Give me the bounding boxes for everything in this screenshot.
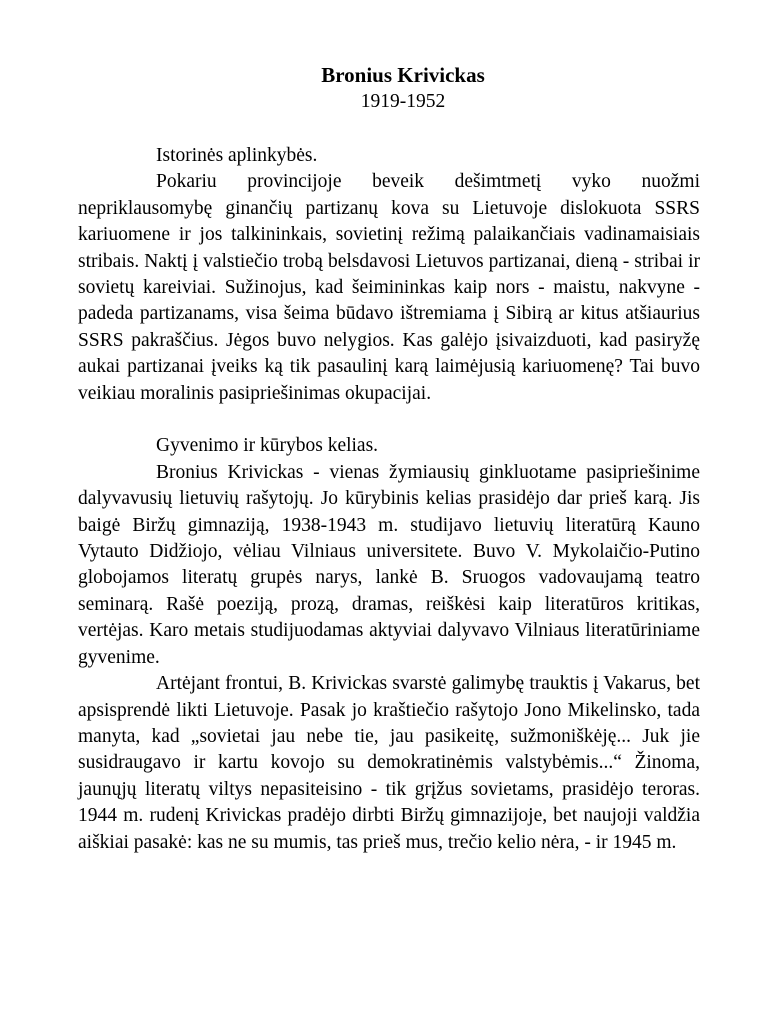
- document-page: [78, 62, 700, 856]
- paragraph: Artėjant frontui, B. Krivickas svarstė galimybę trauktis į Vakarus, bet apsisprendė likti Lietuvoje. Pasak jo kraštiečio rašytojo Jono Mikelinsko, tada manyta, kad „sovietai jau nebe tie, jau pasikeitę, sužmoniškėję... Juk jie susidraugavo ir kartu kovojo su demokratinėmis valstybėmis...“ Žinoma, jaunųjų literatų viltys nepasiteisino - tik grįžus sovietams, prasidėjo teroras. 1944 m. rudenį Krivickas pradėjo dirbti Biržų gimnazijoje, bet naujoji valdžia aiškiai pasakė: kas ne su mumis, tas prieš mus, trečio kelio nėra, - ir 1945 m.: [78, 673, 700, 853]
- document-years: 1919-1952: [360, 91, 446, 112]
- section-historical-context: [78, 143, 700, 407]
- section-heading: Gyvenimo ir kūrybos kelias.: [156, 435, 379, 457]
- paragraph: Pokariu provincijoje beveik dešimtmetį vyko nuožmi nepriklausomybę ginančių partizanų kova su Lietuvoje dislokuota SSRS kariuomene ir jos talkininkais, sovietinį režimą palaikančiais vadinamaisiais stribais. Naktį į valstiečio trobą belsdavosi Lietuvos partizanai, dieną - stribai ir sovietų kareiviai. Sužinojus, kad šeimininkas kaip nors - maistu, nakvyne - padeda partizanams, visa šeima būdavo ištremiama į Sibirą ar kitus atšiaurius SSRS pakraščius. Jėgos buvo nelygios. Kas galėjo įsivaizduoti, kad pasiryžę aukai partizanai įveiks ką tik pasaulinį karą laimėjusią kariuomenę? Tai buvo veikiau moralinis pasipriešinimas okupacijai.: [78, 171, 700, 404]
- section-life-and-work: [78, 433, 700, 856]
- section-gap: [78, 407, 700, 433]
- section-heading: Istorinės aplinkybės.: [156, 145, 318, 166]
- document-title: Bronius Krivickas: [321, 63, 485, 87]
- paragraph: Bronius Krivickas - vienas žymiausių ginkluotame pasipriešinime dalyvavusių lietuvių rašytojų. Jo kūrybinis kelias prasidėjo dar prieš karą. Jis baigė Biržų gimnaziją, 1938-1943 m. studijavo lietuvių literatūrą Kauno Vytauto Didžiojo, vėliau Vilniaus universitete. Buvo V. Mykolaičio-Putino globojamos literatų grupės narys, lankė B. Sruogos vadovaujamą teatro seminarą. Rašė poeziją, prozą, dramas, reiškėsi kaip literatūros kritikas, vertėjas. Karo metais studijuodamas aktyviai dalyvavo Vilniaus literatūriniame gyvenime.: [78, 461, 700, 668]
